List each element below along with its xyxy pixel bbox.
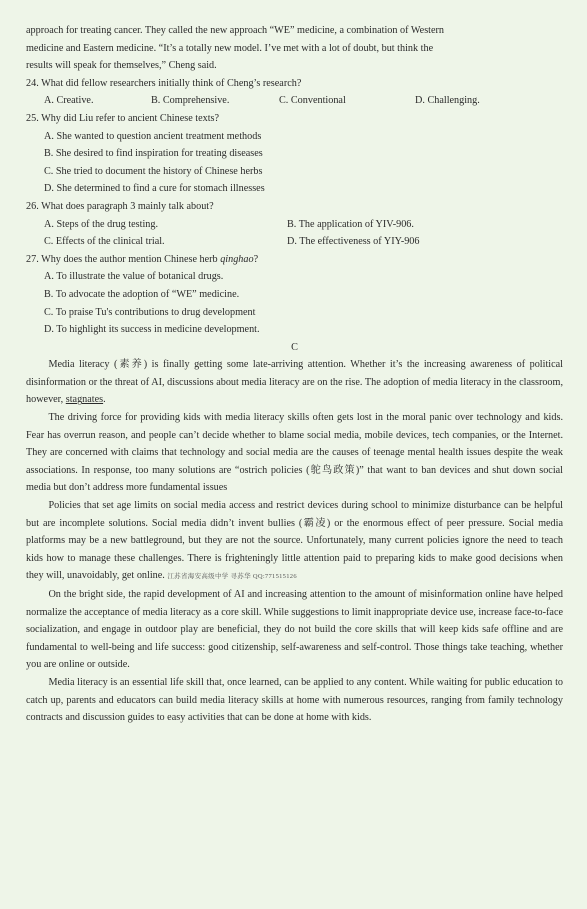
question-27 [26, 251, 563, 339]
option-c: C. Effects of the clinical trial. [44, 236, 165, 248]
question-stem: 24. What did fellow researchers initially think of Cheng’s research? [26, 77, 302, 89]
section-heading: C [291, 341, 298, 353]
option-d: D. The effectiveness of YIY-906 [287, 236, 420, 248]
question-stem [26, 251, 563, 269]
stem-end: ? [253, 253, 259, 265]
option-b: B. Comprehensive. [151, 95, 230, 107]
passage-paragraph-1 [26, 356, 563, 409]
herb-name: qinghao [220, 253, 254, 265]
question-25 [26, 110, 563, 198]
option-b: B. The application of YIV-906. [287, 218, 414, 230]
question-24 [26, 75, 563, 110]
watermark-note: 江苏省海安高级中学 寻苏华 QQ:771515126 [167, 573, 297, 581]
paragraph-end: . [103, 394, 106, 406]
passage-paragraph-5: Media literacy is an essential life skill that, once learned, can be applied to any content. While waiting for public education to catch up, parents and educators can build media literacy skills at home with numerous resources, ranging from family technology contracts and discussion guides to easy activities that can be done at home with kids. [26, 676, 563, 724]
option-b: B. To advocate the adoption of “WE” medicine. [44, 288, 240, 300]
option-c: C. To praise Tu's contributions to drug development [44, 306, 256, 318]
question-stem: 26. What does paragraph 3 mainly talk about? [26, 200, 214, 212]
option-b: B. She desired to find inspiration for treating diseases [44, 148, 263, 160]
options-row [26, 92, 563, 110]
option-c: C. She tried to document the history of Chinese herbs [44, 165, 263, 177]
option-c: C. Conventional [279, 95, 346, 107]
stem-text: 27. Why does the author mention Chinese herb [26, 253, 221, 265]
question-stem: 25. Why did Liu refer to ancient Chinese texts? [26, 112, 220, 124]
option-a: A. Steps of the drug testing. [44, 218, 159, 230]
intro-line-1: approach for treating cancer. They called the new approach “WE” medicine, a combination of Western [26, 25, 444, 36]
option-d: D. Challenging. [415, 95, 480, 107]
option-d: D. She determined to find a cure for stomach illnesses [44, 183, 265, 195]
option-a: A. Creative. [44, 95, 94, 107]
intro-paragraph [26, 22, 563, 75]
option-a: A. She wanted to question ancient treatment methods [44, 130, 262, 142]
options-row [26, 233, 563, 251]
question-26 [26, 198, 563, 251]
paragraph-text: Media literacy (素养) is finally getting some late-arriving attention. Whether it’s the increasing awareness of political disinformation or the threat of AI, discussions about media literacy are on the rise. The adoption of media literacy in the classroom, however, [26, 359, 563, 406]
options-row [26, 216, 563, 234]
intro-line-3: results will speak for themselves,” Cheng said. [26, 60, 217, 72]
passage-paragraph-3 [26, 497, 563, 586]
passage-paragraph-4: On the bright side, the rapid development of AI and increasing attention to the amount of misinformation online have helped normalize the acceptance of media literacy as a core skill. While suggestions to limit inappropriate device use, increase face-to-face socialization, and engage in outdoor play are beneficial, they do not build the core skills that will keep kids safe offline and are fundamental to well-being and life success: good citizenship, self-awareness and self-control. Those things take teaching, whether you are online or outside. [26, 589, 563, 671]
option-a: A. To illustrate the value of botanical drugs. [44, 271, 224, 283]
passage-paragraph-2: The driving force for providing kids with media literacy skills often gets lost in the moral panic over technology and kids. Fear has overrun reason, and people can’t decide whether to blame social media, mobile devices, tech companies, or the Internet. They are concerned with claims that technology and social media are the causes of teenage mental health issues despite the weak associations. In response, too many solutions are “ostrich policies (鸵鸟政策)” that want to ban devices and shut down social media but don’t address more fundamental issues [26, 412, 563, 494]
underlined-word: stagnates [65, 394, 104, 406]
option-d: D. To highlight its success in medicine development. [44, 324, 260, 336]
paragraph-text: Policies that set age limits on social media access and restrict devices during school to minimize disturbance can be helpful but are incomplete solutions. Social media didn’t invent bullies (霸凌) or the enormous effect of peer pressure. Social media platforms may be a new battleground, but they are not the source. Unfortunately, many current policies ignore the need to teach kids how to manage these challenges. There is frighteningly little attention paid to preparing kids to make good decisions when they will, unavoidably, get online. [26, 500, 563, 582]
intro-line-2: medicine and Eastern medicine. “It’s a totally new model. I’ve met with a lot of doubt, but think the [26, 42, 434, 54]
